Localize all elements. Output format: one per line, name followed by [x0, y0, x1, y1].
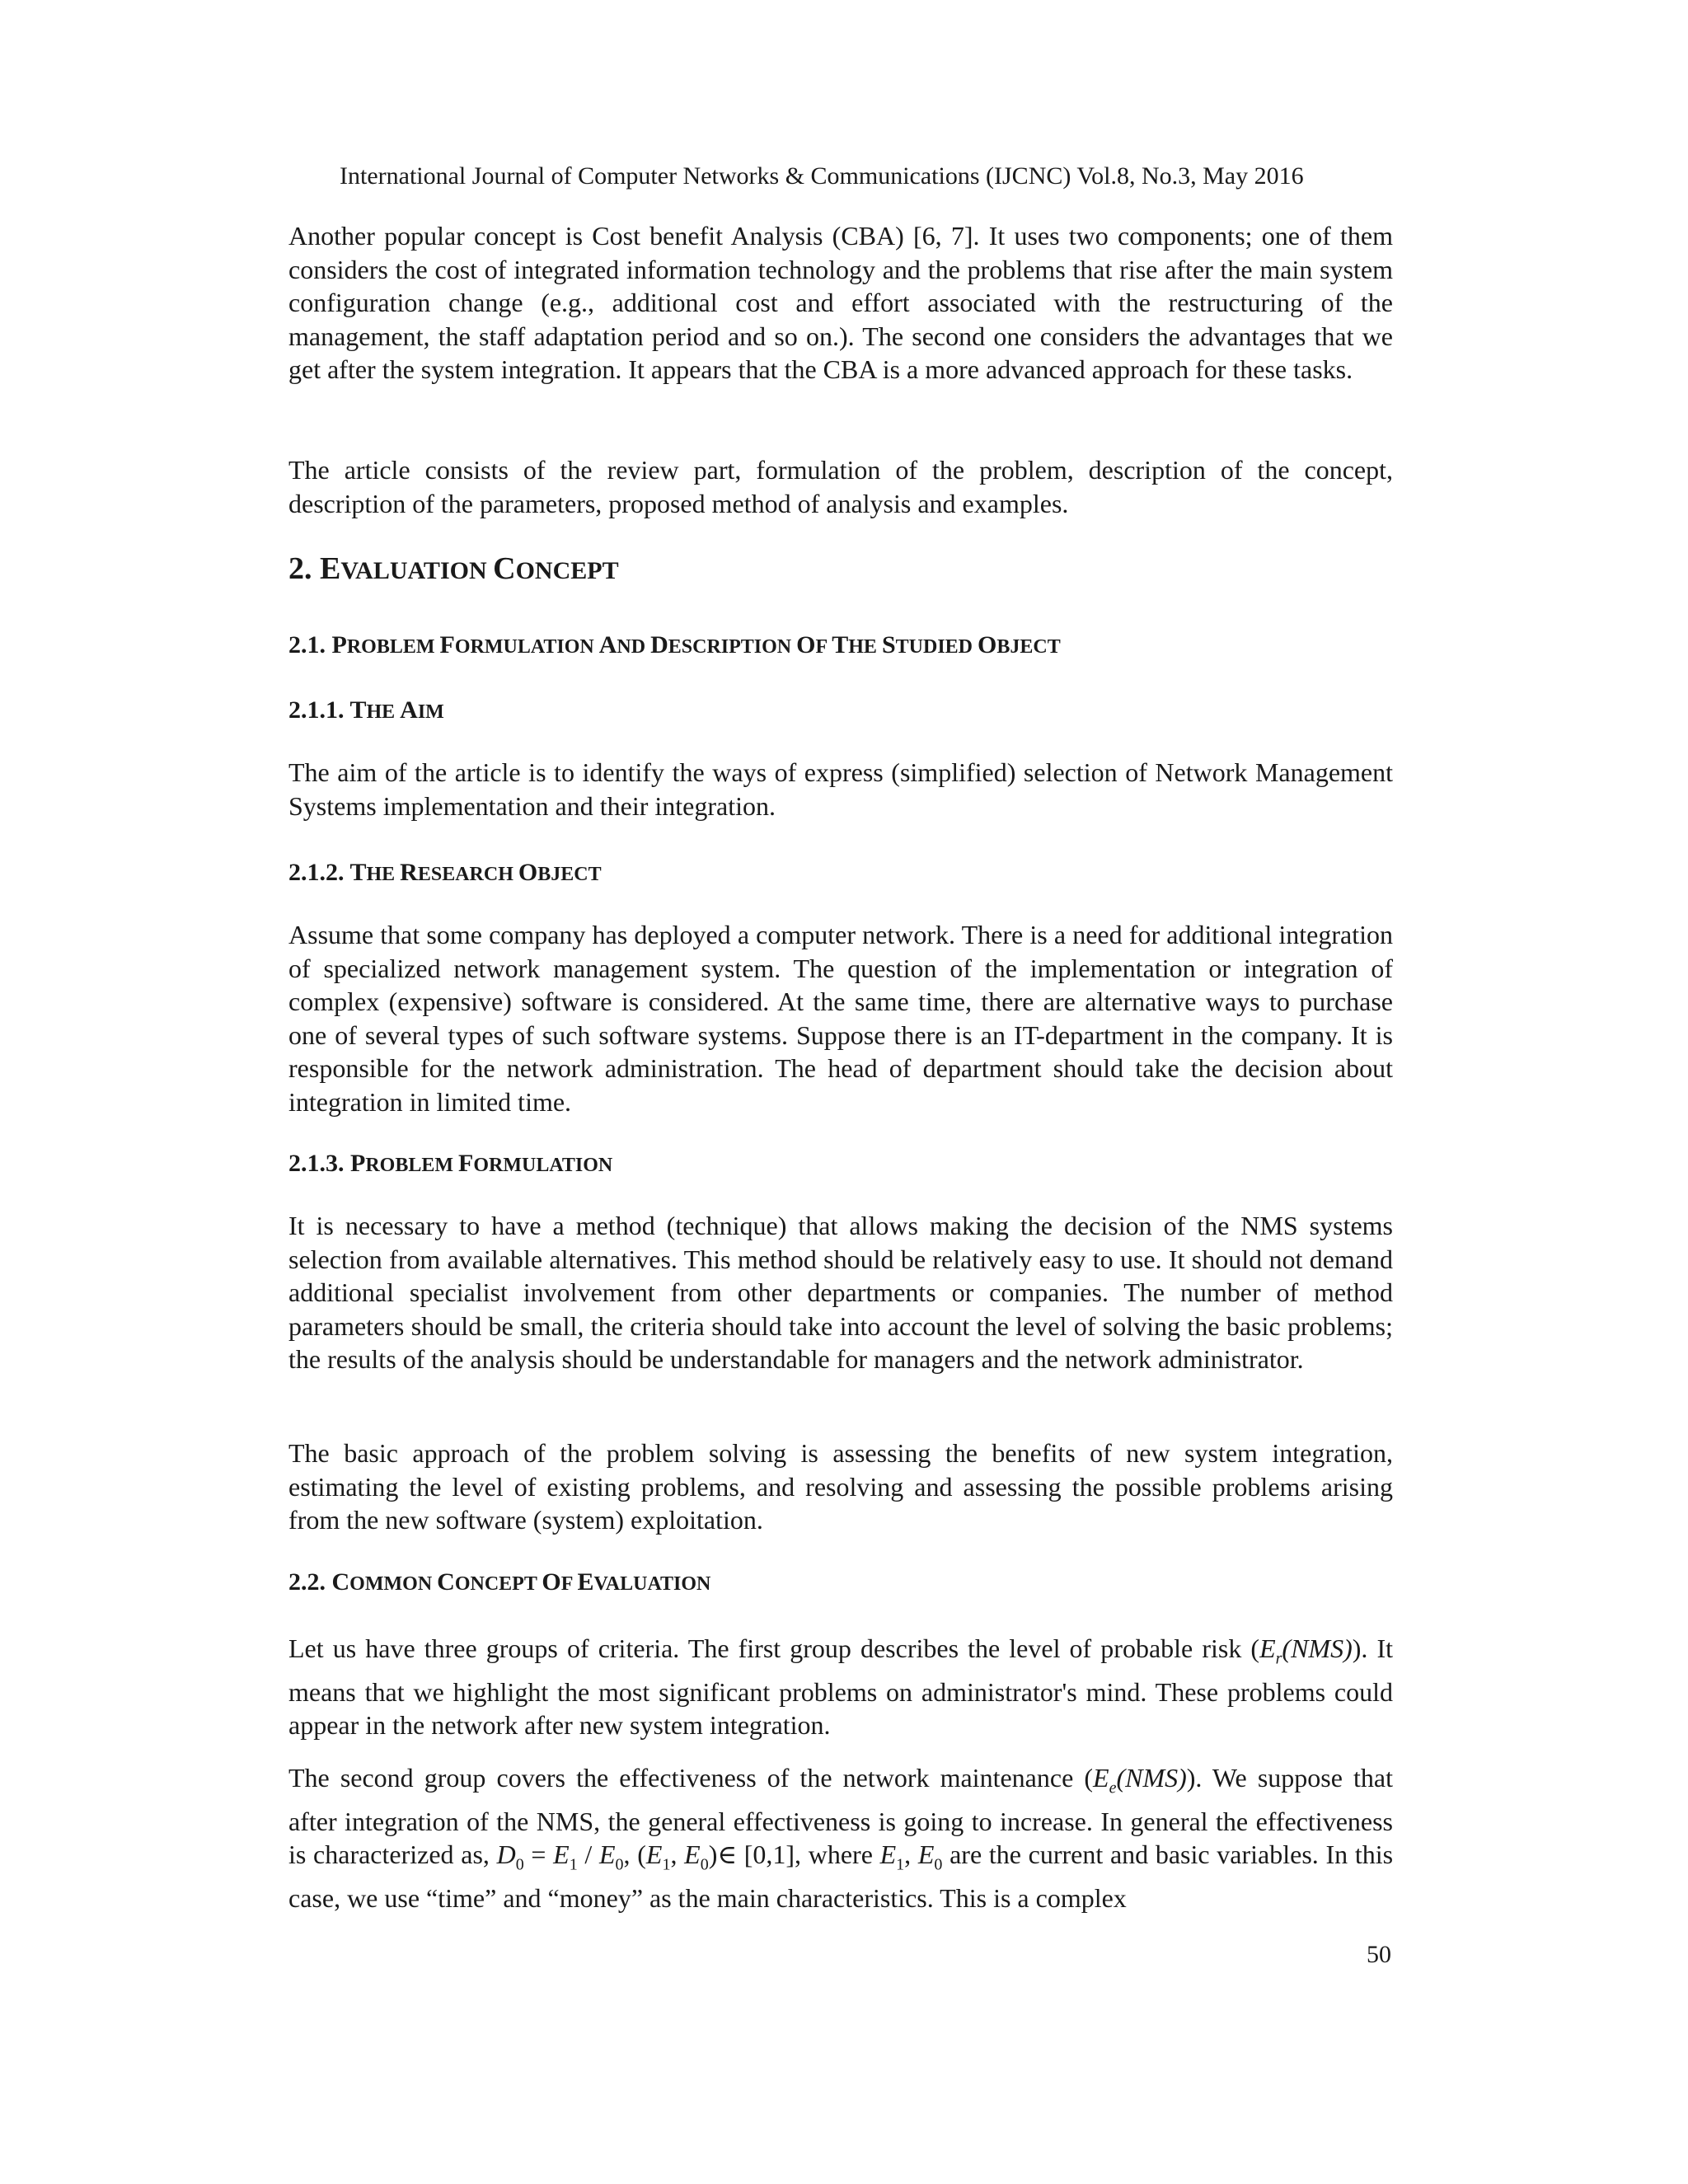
subsection-heading-common-concept: 2.2. COMMON CONCEPT OF EVALUATION	[288, 1568, 711, 1596]
paragraph-basic-approach: The basic approach of the problem solving is assessing the benefits of new system integration, estimating the level of existing problems, and resolving and assessing the possible problems arising from the new software (system) exploitation.	[288, 1438, 1393, 1535]
subsubsection-heading-research-object: 2.1.2. THE RESEARCH OBJECT	[288, 859, 602, 886]
effectiveness-formula: $D_0 = E_1 / E_0$, ($E_1$, $E_0)\in$ [0,1]	[496, 1840, 795, 1874]
paragraph-article-structure: The article consists of the review part, formulation of the problem, description of the concept, description of the parameters, proposed method of analysis and examples.	[288, 455, 1393, 518]
paragraph-cba: Another popular concept is Cost benefit Analysis (CBA) [6, 7]. It uses two components; one of them considers the cost of integrated information technology and the problems that rise after the main system configuration change (e.g., additional cost and effort associated with the restructuring of the management, the staff adaptation period and so on.). The second one considers the advantages that we get after the system integration. It appears that the CBA is a more advanced approach for these tasks.	[288, 221, 1393, 384]
subsubsection-heading-problem-formulation: 2.1.3. PROBLEM FORMULATION	[288, 1150, 613, 1177]
running-header: International Journal of Computer Networks & Communications (IJCNC) Vol.8, No.3, May 2016	[340, 162, 1304, 190]
paragraph-method-requirements: It is necessary to have a method (technique) that allows making the decision of the NMS systems selection from available alternatives. This method should be relatively easy to use. It should not demand additional specialist involvement from other departments or companies. The number of method parameters should be small, the criteria should take into account the level of solving the basic problems; the results of the analysis should be understandable for managers and the network administrator.	[288, 1211, 1393, 1374]
page-number: 50	[1367, 1941, 1391, 1968]
paragraph-effectiveness-group: The second group covers the effectiveness of the network maintenance $(E_e(NMS))$. We suppose that after integration of the NMS, the general effectiveness is going to increase. In general the effectiveness is characterized as, $D_0 = E_1 / E_0$, ($E_1$, $E_0)\in$ [0,1], where $E_1$, $E_0$ are the current and basic variables. In this case, we use “time” and “money” as the main characteristics. This is a complex	[288, 1763, 1394, 1914]
subsubsection-heading-the-aim: 2.1.1. THE AIM	[288, 696, 444, 724]
paragraph-risk-group: Let us have three groups of criteria. The first group describes the level of probable risk $(E_r(NMS))$. It means that we highlight the most significant problems on administrator's mind. These problems could appear in the network after new system integration.	[288, 1633, 1394, 1741]
current-basic-variables: $E_1$, $E_0$	[879, 1840, 943, 1874]
subsection-heading-problem-formulation-description: 2.1. PROBLEM FORMULATION AND DESCRIPTION OF THE STUDIED OBJECT	[288, 631, 1061, 658]
paragraph-research-object: Assume that some company has deployed a computer network. There is a need for additional integration of specialized network management system. The question of the implementation or integration of complex (expensive) software is considered. At the same time, there are alternative ways to purchase one of several types of such software systems. Suppose there is an IT-department in the company. It is responsible for the network administration. The head of department should take the decision about integration in limited time.	[288, 920, 1393, 1117]
section-heading-evaluation-concept: 2. EVALUATION CONCEPT	[288, 551, 619, 586]
paragraph-aim: The aim of the article is to identify the ways of express (simplified) selection of Network Management Systems implementation and their integration.	[288, 757, 1393, 821]
